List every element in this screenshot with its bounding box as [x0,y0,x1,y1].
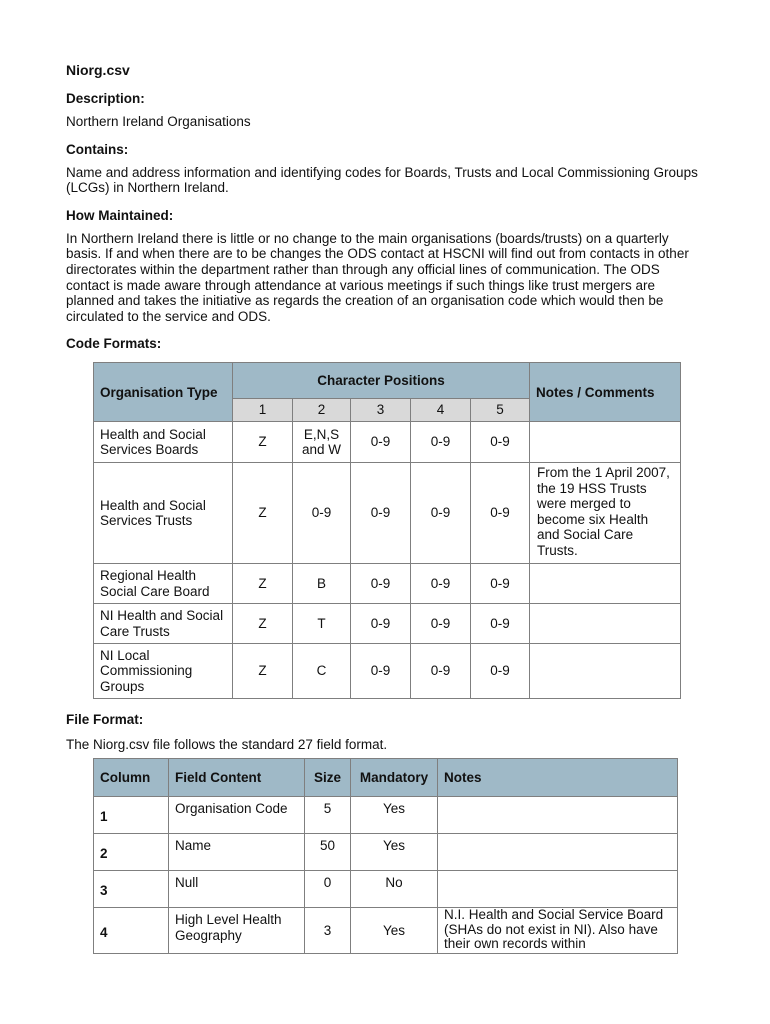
position-cell: E,N,S and W [293,422,351,463]
position-cell: 0-9 [351,604,411,644]
notes-comments-header: Notes / Comments [530,363,681,422]
size-cell: 0 [305,871,351,908]
column-header: Column [94,759,169,797]
document-title: Niorg.csv [66,62,130,78]
position-cell: 0-9 [411,604,471,644]
notes-cell: From the 1 April 2007, the 19 HSS Trusts were merged to become six Health and Social Care Trusts. [530,463,681,564]
size-cell: 3 [305,908,351,954]
how-maintained-heading: How Maintained: [66,207,174,223]
notes-cell: N.I. Health and Social Service Board (SHAs do not exist in NI). Also have their own records within [438,908,678,954]
position-cell: 0-9 [351,422,411,463]
field-content-cell: Null [169,871,305,908]
table-row [94,604,681,644]
table-row [94,834,678,871]
position-header: 1 [233,399,293,422]
code-formats-table [93,362,681,699]
position-cell: Z [233,644,293,699]
position-cell: 0-9 [351,564,411,604]
file-format-text: The Niorg.csv file follows the standard 27 field format. [66,737,388,752]
notes-cell [530,604,681,644]
table-row [94,644,681,699]
position-cell: Z [233,422,293,463]
position-cell: 0-9 [411,422,471,463]
position-header: 4 [411,399,471,422]
position-cell: 0-9 [411,463,471,564]
mandatory-cell: Yes [351,834,438,871]
position-cell: T [293,604,351,644]
org-type-cell: Health and Social Services Trusts [94,463,233,564]
description-text: Northern Ireland Organisations [66,114,251,129]
mandatory-cell: Yes [351,797,438,834]
field-content-cell: Name [169,834,305,871]
table-row [94,871,678,908]
notes-cell [530,422,681,463]
column-cell: 1 [94,797,169,834]
notes-cell [438,871,678,908]
position-cell: 0-9 [411,644,471,699]
column-cell: 2 [94,834,169,871]
contains-text: Name and address information and identifying codes for Boards, Trusts and Local Commissioning Groups (LCGs) in Northern Ireland. [66,164,698,196]
position-cell: 0-9 [293,463,351,564]
table-row [94,908,678,954]
notes-header: Notes [438,759,678,797]
field-content-header: Field Content [169,759,305,797]
position-cell: 0-9 [351,644,411,699]
description-heading: Description: [66,91,145,106]
contains-heading: Contains: [66,141,129,157]
field-content-cell: Organisation Code [169,797,305,834]
document-body [66,62,706,359]
position-cell: 0-9 [411,564,471,604]
position-cell: 0-9 [351,463,411,564]
position-cell: 0-9 [471,463,530,564]
character-positions-header: Character Positions [233,363,530,399]
column-cell: 4 [94,908,169,954]
position-header: 2 [293,399,351,422]
position-cell: 0-9 [471,422,530,463]
mandatory-cell: No [351,871,438,908]
position-cell: Z [233,463,293,564]
position-cell: B [293,564,351,604]
org-type-cell: Health and Social Services Boards [94,422,233,463]
size-header: Size [305,759,351,797]
notes-cell [530,564,681,604]
position-cell: C [293,644,351,699]
org-type-cell: NI Local Commissioning Groups [94,644,233,699]
table-row [94,564,681,604]
file-format-table [93,758,678,954]
mandatory-header: Mandatory [351,759,438,797]
org-type-header: Organisation Type [94,363,233,422]
org-type-cell: Regional Health Social Care Board [94,564,233,604]
mandatory-cell: Yes [351,908,438,954]
position-cell: 0-9 [471,604,530,644]
size-cell: 5 [305,797,351,834]
table-row [94,463,681,564]
org-type-cell: NI Health and Social Care Trusts [94,604,233,644]
code-formats-heading: Code Formats: [66,336,162,352]
position-cell: 0-9 [471,564,530,604]
file-format-section [66,712,706,765]
position-cell: Z [233,604,293,644]
notes-cell [530,644,681,699]
how-maintained-text: In Northern Ireland there is little or no change to the main organisations (boards/trusts) on a quarterly basis. If and when there are to be changes the ODS contact at HSCNI will find out from contacts in other directorates within the department rather than through any official lines of communication. The ODS contact is made aware through attendance at various meetings if such things like trust mergers are planned and takes the initiative as regards the creation of an organisation code which would then be circulated to the service and ODS. [66,230,689,324]
position-cell: Z [233,564,293,604]
position-cell: 0-9 [471,644,530,699]
notes-cell [438,834,678,871]
notes-cell [438,797,678,834]
table-row [94,797,678,834]
field-content-cell: High Level Health Geography [169,908,305,954]
column-cell: 3 [94,871,169,908]
position-header: 5 [471,399,530,422]
table-row [94,422,681,463]
size-cell: 50 [305,834,351,871]
file-format-heading: File Format: [66,712,144,727]
position-header: 3 [351,399,411,422]
